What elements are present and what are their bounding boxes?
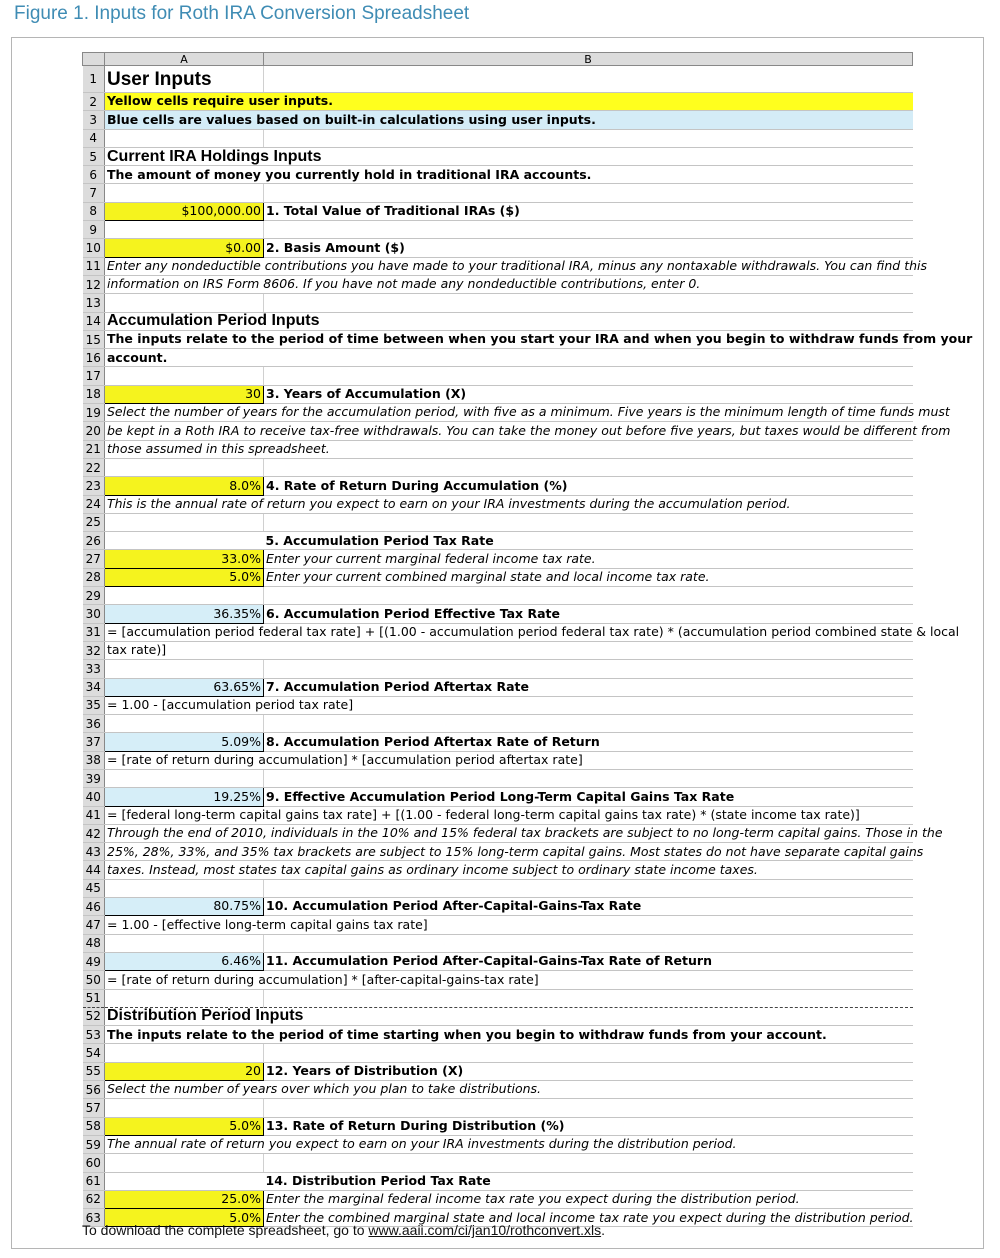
input-distribution-state-rate[interactable]: 5.0%	[105, 1209, 264, 1227]
label-aftertax-rate[interactable]: 7. Accumulation Period Aftertax Rate	[264, 678, 913, 696]
label-total-value[interactable]: 1. Total Value of Traditional IRAs ($)	[264, 202, 913, 220]
row-number[interactable]: 13	[83, 294, 105, 312]
row-number[interactable]: 21	[83, 440, 105, 458]
cell[interactable]	[264, 458, 913, 476]
column-header-a[interactable]: A	[105, 53, 264, 66]
cell[interactable]	[264, 587, 913, 605]
cell[interactable]	[264, 879, 913, 897]
input-years-distribution[interactable]: 20	[105, 1062, 264, 1080]
row-number[interactable]: 2	[83, 93, 105, 111]
cell[interactable]	[264, 715, 913, 733]
label-years-accumulation[interactable]: 3. Years of Accumulation (X)	[264, 385, 913, 403]
label-return-distribution[interactable]: 13. Rate of Return During Distribution (%)	[264, 1117, 913, 1135]
cell[interactable]	[105, 513, 264, 531]
cell[interactable]	[105, 1172, 264, 1190]
row-number[interactable]: 24	[83, 495, 105, 513]
row-number[interactable]: 61	[83, 1172, 105, 1190]
cell[interactable]	[105, 1154, 264, 1172]
cell[interactable]	[264, 1099, 913, 1117]
row-number[interactable]: 31	[83, 623, 105, 641]
cell[interactable]	[264, 367, 913, 385]
label-accumulation-tax-rate[interactable]: 5. Accumulation Period Tax Rate	[264, 532, 913, 550]
row-number[interactable]: 56	[83, 1081, 105, 1099]
cell-note[interactable]: Enter the marginal federal income tax rate you expect during the distribution period.	[264, 1190, 913, 1208]
cell[interactable]	[105, 532, 264, 550]
row-number[interactable]: 14	[83, 312, 105, 330]
input-distribution-federal-rate[interactable]: 25.0%	[105, 1190, 264, 1208]
row-number[interactable]: 37	[83, 733, 105, 751]
cell-formula[interactable]: = [accumulation period federal tax rate] + [(1.00 - accumulation period federal tax rate) * (accumulation period combined state & local	[105, 623, 913, 641]
row-number[interactable]: 36	[83, 715, 105, 733]
row-number[interactable]: 47	[83, 916, 105, 934]
cell[interactable]: account.	[105, 349, 913, 367]
row-number[interactable]: 48	[83, 934, 105, 952]
row-number[interactable]: 40	[83, 788, 105, 806]
label-basis-amount[interactable]: 2. Basis Amount ($)	[264, 239, 913, 257]
row-number[interactable]: 41	[83, 806, 105, 824]
calc-aftertax-rate[interactable]: 63.65%	[105, 678, 264, 696]
cell[interactable]	[264, 1154, 913, 1172]
row-number[interactable]: 25	[83, 513, 105, 531]
cell[interactable]	[105, 769, 264, 787]
row-number[interactable]: 62	[83, 1190, 105, 1208]
input-total-value[interactable]: $100,000.00	[105, 202, 264, 220]
corner-cell[interactable]	[83, 53, 105, 66]
input-return-accumulation[interactable]: 8.0%	[105, 477, 264, 495]
figure-title: Figure 1. Inputs for Roth IRA Conversion Spreadsheet	[14, 3, 470, 24]
cell[interactable]	[105, 1044, 264, 1062]
row-number[interactable]: 6	[83, 166, 105, 184]
download-note-prefix: To download the complete spreadsheet, go to	[82, 1222, 369, 1238]
label-return-accumulation[interactable]: 4. Rate of Return During Accumulation (%)	[264, 477, 913, 495]
cell-title[interactable]: User Inputs	[105, 66, 264, 93]
cell[interactable]	[264, 294, 913, 312]
cell[interactable]	[264, 989, 913, 1007]
row-number[interactable]: 3	[83, 111, 105, 129]
download-note-suffix: .	[601, 1222, 605, 1238]
cell[interactable]: The inputs relate to the period of time starting when you begin to withdraw funds from your account.	[105, 1026, 913, 1044]
row-number[interactable]: 54	[83, 1044, 105, 1062]
cell[interactable]	[105, 367, 264, 385]
input-federal-tax-rate[interactable]: 33.0%	[105, 550, 264, 568]
cell[interactable]	[264, 129, 913, 147]
cell-note[interactable]: Through the end of 2010, individuals in the 10% and 15% federal tax brackets are subject to no long-term capital gains. Those in the	[105, 824, 913, 842]
spreadsheet-download-link[interactable]: www.aaii.com/ci/jan10/rothconvert.xls	[368, 1222, 602, 1238]
row-number[interactable]: 9	[83, 221, 105, 239]
cell[interactable]	[105, 587, 264, 605]
row-number[interactable]: 51	[83, 989, 105, 1007]
row-number[interactable]: 32	[83, 641, 105, 659]
label-years-distribution[interactable]: 12. Years of Distribution (X)	[264, 1062, 913, 1080]
row-number[interactable]: 52	[83, 1007, 105, 1025]
cell[interactable]	[105, 1099, 264, 1117]
column-header-b[interactable]: B	[264, 53, 913, 66]
row-number[interactable]: 44	[83, 861, 105, 879]
cell[interactable]	[264, 660, 913, 678]
label-capital-gains-tax-rate[interactable]: 9. Effective Accumulation Period Long-Term Capital Gains Tax Rate	[264, 788, 913, 806]
row-number[interactable]: 35	[83, 696, 105, 714]
cell-note[interactable]: This is the annual rate of return you expect to earn on your IRA investments during the accumulation period.	[105, 495, 913, 513]
cell[interactable]	[264, 66, 913, 93]
cell-formula[interactable]: = 1.00 - [accumulation period tax rate]	[105, 696, 913, 714]
input-basis-amount[interactable]: $0.00	[105, 239, 264, 257]
cell-note[interactable]: taxes. Instead, most states tax capital gains as ordinary income subject to ordinary state income taxes.	[105, 861, 913, 879]
row-number[interactable]: 23	[83, 477, 105, 495]
cell-note[interactable]: information on IRS Form 8606. If you have not made any nondeductible contributions, enter 0.	[105, 275, 913, 293]
row-number[interactable]: 27	[83, 550, 105, 568]
row-number[interactable]: 46	[83, 898, 105, 916]
calc-capital-gains-tax-rate[interactable]: 19.25%	[105, 788, 264, 806]
row-number[interactable]: 50	[83, 971, 105, 989]
cell[interactable]	[105, 294, 264, 312]
cell-note[interactable]: those assumed in this spreadsheet.	[105, 440, 913, 458]
row-number[interactable]: 29	[83, 587, 105, 605]
row-number[interactable]: 12	[83, 275, 105, 293]
row-number[interactable]: 34	[83, 678, 105, 696]
cell-note[interactable]: Select the number of years over which you plan to take distributions.	[105, 1081, 913, 1099]
row-number[interactable]: 53	[83, 1026, 105, 1044]
cell[interactable]	[105, 129, 264, 147]
row-number[interactable]: 18	[83, 385, 105, 403]
row-number[interactable]: 4	[83, 129, 105, 147]
row-number[interactable]: 33	[83, 660, 105, 678]
input-return-distribution[interactable]: 5.0%	[105, 1117, 264, 1135]
cell[interactable]	[105, 458, 264, 476]
row-number[interactable]: 55	[83, 1062, 105, 1080]
row-number[interactable]: 38	[83, 751, 105, 769]
cell[interactable]	[105, 221, 264, 239]
row-number[interactable]: 60	[83, 1154, 105, 1172]
cell[interactable]	[264, 221, 913, 239]
cell[interactable]	[264, 769, 913, 787]
cell[interactable]	[264, 513, 913, 531]
row-number[interactable]: 39	[83, 769, 105, 787]
cell-note[interactable]: The annual rate of return you expect to earn on your IRA investments during the distribution period.	[105, 1135, 913, 1153]
row-number[interactable]: 30	[83, 605, 105, 623]
row-number[interactable]: 49	[83, 952, 105, 970]
cell[interactable]	[264, 934, 913, 952]
row-number[interactable]: 20	[83, 422, 105, 440]
spreadsheet	[82, 52, 973, 1227]
row-number[interactable]: 16	[83, 349, 105, 367]
row-number[interactable]: 57	[83, 1099, 105, 1117]
row-number[interactable]: 10	[83, 239, 105, 257]
cell[interactable]	[105, 184, 264, 202]
cell[interactable]	[264, 184, 913, 202]
label-after-cg-tax-rate[interactable]: 10. Accumulation Period After-Capital-Gains-Tax Rate	[264, 898, 913, 916]
label-effective-tax-rate[interactable]: 6. Accumulation Period Effective Tax Rate	[264, 605, 913, 623]
row-number[interactable]: 43	[83, 843, 105, 861]
section-heading[interactable]: Distribution Period Inputs	[105, 1007, 913, 1025]
input-years-accumulation[interactable]: 30	[105, 385, 264, 403]
cell-note[interactable]: 25%, 28%, 33%, and 35% tax brackets are subject to 15% long-term capital gains. Most states do not have separate capital gains	[105, 843, 913, 861]
section-heading[interactable]: Accumulation Period Inputs	[105, 312, 913, 330]
row-number[interactable]: 1	[83, 66, 105, 93]
row-number[interactable]: 58	[83, 1117, 105, 1135]
legend-blue-cell[interactable]: Blue cells are values based on built-in calculations using user inputs.	[105, 111, 913, 129]
cell[interactable]	[105, 715, 264, 733]
label-after-cg-return[interactable]: 11. Accumulation Period After-Capital-Gains-Tax Rate of Return	[264, 952, 913, 970]
calc-effective-tax-rate[interactable]: 36.35%	[105, 605, 264, 623]
cell[interactable]	[105, 879, 264, 897]
cell[interactable]	[105, 989, 264, 1007]
cell[interactable]	[105, 934, 264, 952]
input-state-tax-rate[interactable]: 5.0%	[105, 568, 264, 586]
cell-formula[interactable]: tax rate)]	[105, 641, 913, 659]
cell-note[interactable]: be kept in a Roth IRA to receive tax-free withdrawals. You can take the money out before five years, but taxes would be different from	[105, 422, 913, 440]
cell-note[interactable]: Enter any nondeductible contributions you have made to your traditional IRA, minus any nontaxable withdrawals. You can find this	[105, 257, 913, 275]
row-number[interactable]: 8	[83, 202, 105, 220]
cell-formula[interactable]: = 1.00 - [effective long-term capital gains tax rate]	[105, 916, 913, 934]
row-number[interactable]: 5	[83, 147, 105, 165]
row-number[interactable]: 63	[83, 1209, 105, 1227]
calc-aftertax-return[interactable]: 5.09%	[105, 733, 264, 751]
section-heading[interactable]: Current IRA Holdings Inputs	[105, 147, 913, 165]
row-number[interactable]: 19	[83, 404, 105, 422]
row-number[interactable]: 42	[83, 824, 105, 842]
cell-note[interactable]: Select the number of years for the accumulation period, with five as a minimum. Five years is the minimum length of time funds must	[105, 404, 913, 422]
label-aftertax-return[interactable]: 8. Accumulation Period Aftertax Rate of Return	[264, 733, 913, 751]
cell[interactable]	[105, 660, 264, 678]
row-number[interactable]: 17	[83, 367, 105, 385]
cell[interactable]	[264, 1044, 913, 1062]
cell[interactable]: The inputs relate to the period of time between when you start your IRA and when you begin to withdraw funds from your	[105, 330, 913, 348]
row-number[interactable]: 45	[83, 879, 105, 897]
row-number[interactable]: 26	[83, 532, 105, 550]
row-number[interactable]: 59	[83, 1135, 105, 1153]
calc-after-cg-return[interactable]: 6.46%	[105, 952, 264, 970]
cell-formula[interactable]: = [federal long-term capital gains tax rate] + [(1.00 - federal long-term capital gains tax rate) * (state income tax rate)]	[105, 806, 913, 824]
row-number[interactable]: 7	[83, 184, 105, 202]
row-number[interactable]: 15	[83, 330, 105, 348]
cell-note[interactable]: Enter the combined marginal state and local income tax rate you expect during the distribution period.	[264, 1209, 913, 1227]
cell-formula[interactable]: = [rate of return during accumulation] * [after-capital-gains-tax rate]	[105, 971, 913, 989]
cell-note[interactable]: Enter your current marginal federal income tax rate.	[264, 550, 913, 568]
row-number[interactable]: 11	[83, 257, 105, 275]
label-distribution-tax-rate[interactable]: 14. Distribution Period Tax Rate	[264, 1172, 913, 1190]
cell-note[interactable]: Enter your current combined marginal state and local income tax rate.	[264, 568, 913, 586]
cell-formula[interactable]: = [rate of return during accumulation] * [accumulation period aftertax rate]	[105, 751, 913, 769]
calc-after-cg-tax-rate[interactable]: 80.75%	[105, 898, 264, 916]
cell[interactable]: The amount of money you currently hold in traditional IRA accounts.	[105, 166, 913, 184]
row-number[interactable]: 22	[83, 458, 105, 476]
download-note	[82, 1222, 605, 1238]
legend-yellow-cell[interactable]: Yellow cells require user inputs.	[105, 93, 913, 111]
row-number[interactable]: 28	[83, 568, 105, 586]
